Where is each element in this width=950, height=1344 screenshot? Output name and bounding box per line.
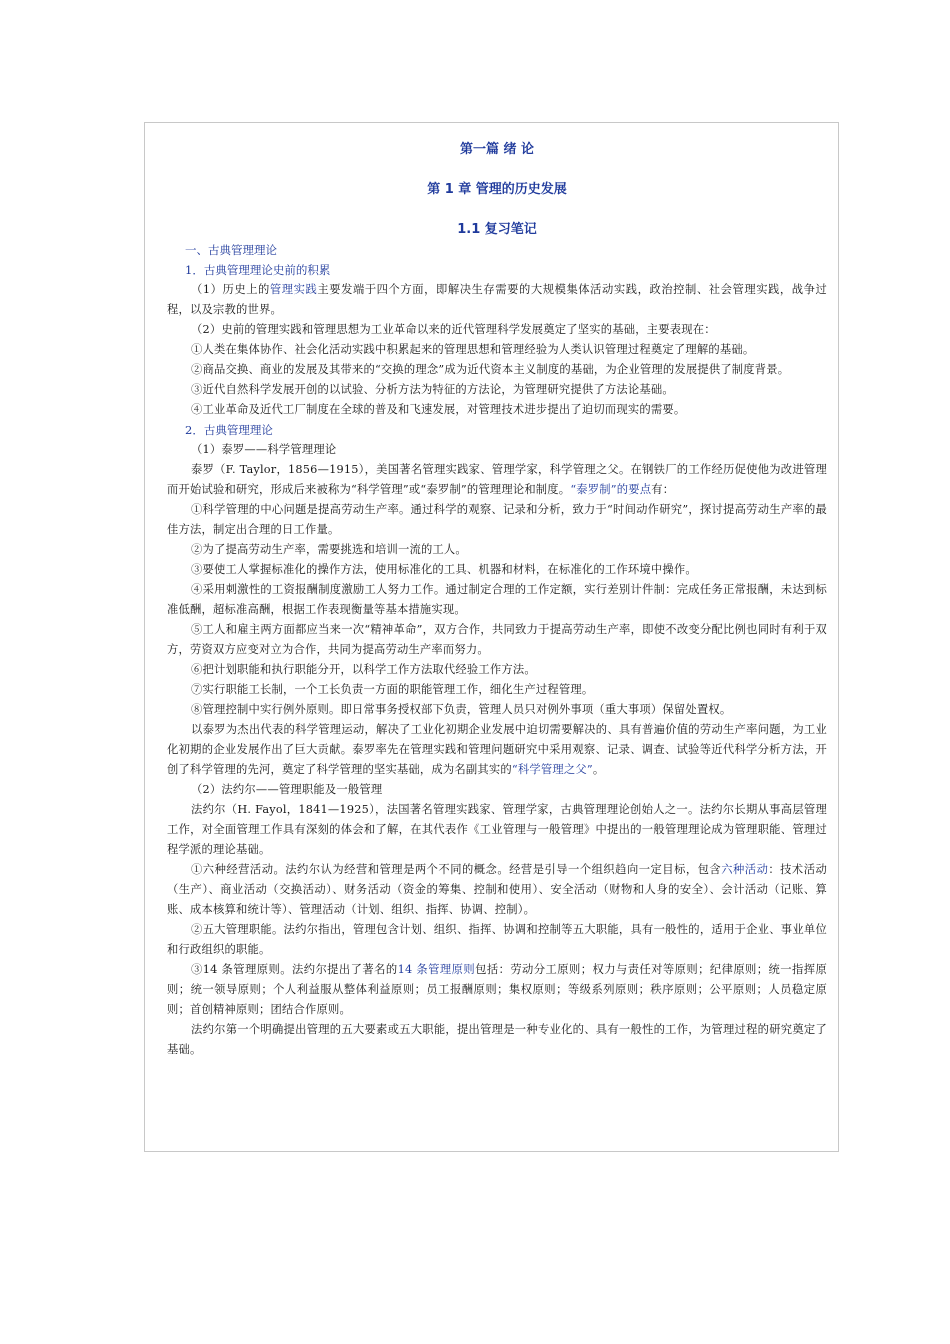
paragraph: （2）法约尔——管理职能及一般管理 [191, 783, 383, 796]
text: ①六种经营活动。法约尔认为经营和管理是两个不同的概念。经营是引导一个组织趋向一定目标，包含 [191, 863, 722, 876]
paragraph [167, 860, 827, 920]
text: 有： [651, 483, 675, 496]
link-six-activities[interactable]: 六种活动 [721, 863, 769, 876]
section-title: 1.1 复习笔记 [457, 222, 537, 237]
paragraph: ②为了提高劳动生产率，需要挑选和培训一流的工人。 [191, 543, 467, 556]
document-page [144, 122, 839, 1152]
paragraph: ②商品交换、商业的发展及其带来的“交换的理念”成为近代资本主义制度的基础，为企业管理的发展提供了制度背景。 [191, 363, 790, 376]
paragraph: ③要使工人掌握标准化的操作方法，使用标准化的工具、机器和材料，在标准化的工作环境中操作。 [191, 563, 697, 576]
paragraph [167, 960, 827, 1020]
paragraph: 法约尔第一个明确提出管理的五大要素或五大职能，提出管理是一种专业化的、具有一般性的工作，为管理过程的研究奠定了基础。 [167, 1023, 827, 1056]
link-management-practice[interactable]: 管理实践 [269, 283, 318, 296]
paragraph [167, 460, 827, 500]
paragraph: ④工业革命及近代工厂制度在全球的普及和飞速发展，对管理技术进步提出了迫切而现实的需要。 [191, 403, 686, 416]
paragraph: ②五大管理职能。法约尔指出，管理包含计划、组织、指挥、协调和控制等五大职能，具有一般性的，适用于企业、事业单位和行政组织的职能。 [167, 923, 827, 956]
paragraph: ④采用刺激性的工资报酬制度激励工人努力工作。通过制定合理的工作定额，实行差别计件制：完成任务正常报酬，未达到标准低酬，超标准高酬，根据工作表现衡量等基本措施实现。 [167, 583, 827, 616]
text: 以泰罗为杰出代表的科学管理运动，解决了工业化初期企业发展中迫切需要解决的、具有普遍价值的劳动生产率问题，为工业化初期的企业发展作出了巨大贡献。泰罗率先在管理实践和管理问题研究中采用观察、记录、调查、试验等近代科学分析方法，开创了科学管理的先河，奠定了科学管理的坚实基础，成为名副其实的 [167, 723, 827, 776]
text: ：技术活动（生产）、商业活动（交换活动）、财务活动（资金的筹集、控制和使用）、安全活动（财物和人身的安全）、会计活动（记账、算账、成本核算和统计等）、管理活动（计划、组织、指挥、协调、控制）。 [167, 863, 827, 916]
heading-prehistory: 1．古典管理理论史前的积累 [185, 263, 331, 277]
paragraph: ⑤工人和雇主两方面都应当来一次“精神革命”，双方合作，共同致力于提高劳动生产率，即使不改变分配比例也同时有利于双方，劳资双方应变对立为合作，共同为提高劳动生产率而努力。 [167, 623, 827, 656]
text: 。 [592, 763, 605, 776]
part-title: 第一篇 绪 论 [459, 142, 535, 157]
text: 泰罗（F. Taylor，1856—1915），美国著名管理实践家、管理学家，科学管理之父。在钢铁厂的工作经历促使他为改进管理而开始试验和研究，形成后来被称为“科学管理”或“泰罗制”的管理理论和制度。 [167, 463, 827, 496]
paragraph: （2）史前的管理实践和管理思想为工业革命以来的近代管理科学发展奠定了坚实的基础，主要表现在： [191, 323, 716, 336]
paragraph: ⑦实行职能工长制，一个工长负责一方面的职能管理工作，细化生产过程管理。 [191, 683, 594, 696]
paragraph: ①科学管理的中心问题是提高劳动生产率。通过科学的观察、记录和分析，致力于“时间动作研究”，探讨提高劳动生产率的最佳方法，制定出合理的日工作量。 [167, 503, 827, 536]
paragraph [167, 720, 827, 780]
paragraph: ⑥把计划职能和执行职能分开，以科学工作方法取代经验工作方法。 [191, 663, 536, 676]
paragraph: ⑧管理控制中实行例外原则。即日常事务授权部下负责，管理人员只对例外事项（重大事项）保留处置权。 [191, 703, 732, 716]
heading-classical-theory: 一、古典管理理论 [185, 243, 277, 257]
text: （1）历史上的 [191, 283, 270, 296]
link-14-principles[interactable]: 14 条管理原则 [397, 963, 476, 976]
paragraph: ③近代自然科学发展开创的以试验、分析方法为特征的方法论，为管理研究提供了方法论基础。 [191, 383, 674, 396]
text: 主要发端于四个方面，即解决生存需要的大规模集体活动实践，政治控制、社会管理实践，战争过程，以及宗教的世界。 [167, 283, 827, 316]
paragraph: ①人类在集体协作、社会化活动实践中积累起来的管理思想和管理经验为人类认识管理过程奠定了理解的基础。 [191, 343, 755, 356]
heading-classical-management: 2．古典管理理论 [185, 423, 273, 437]
paragraph: （1）泰罗——科学管理理论 [191, 443, 337, 456]
link-father-of-scientific-management[interactable]: “科学管理之父” [511, 763, 593, 776]
paragraph: 法约尔（H. Fayol，1841—1925），法国著名管理实践家、管理学家，古典管理理论创始人之一。法约尔长期从事高层管理工作，对全面管理工作具有深刻的体会和了解，在其代表作《工业管理与一般管理》中提出的一般管理理论成为管理职能、管理过程学派的理论基础。 [167, 803, 827, 856]
page-content [167, 133, 827, 1060]
text: 包括：劳动分工原则；权力与责任对等原则；纪律原则；统一指挥原则；统一领导原则；个人利益服从整体利益原则；员工报酬原则；集权原则；等级系列原则；秩序原则；公平原则；人员稳定原则；首创精神原则；团结合作原则。 [167, 963, 827, 1016]
link-taylor-system-points[interactable]: “泰罗制”的要点 [570, 483, 652, 496]
paragraph [167, 280, 827, 320]
chapter-title: 第 1 章 管理的历史发展 [427, 182, 567, 197]
text: ③14 条管理原则。法约尔提出了著名的 [191, 963, 398, 976]
